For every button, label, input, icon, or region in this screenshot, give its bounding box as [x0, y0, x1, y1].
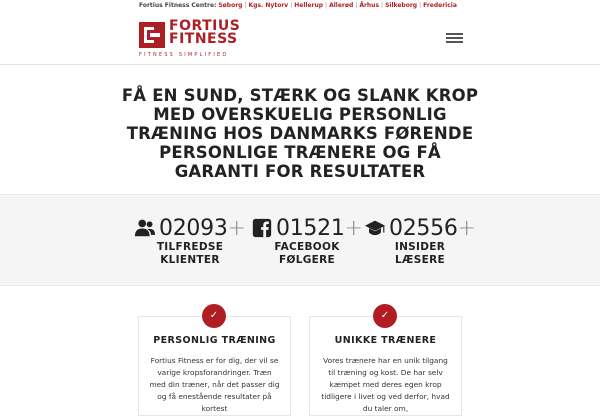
hero-headline: FÅ EN SUND, STÆRK OG SLANK KROP MED OVERSKUELIG PERSONLIG TRÆNING HOS DANMARKS FØRENDE PERSONLIGE TRÆNERE OG FÅ GARANTI FOR RESULTATER [121, 86, 479, 181]
check-badge-icon: ✓ [373, 304, 397, 328]
facebook-icon [251, 217, 273, 239]
check-badge-icon: ✓ [202, 304, 226, 328]
stat-facebook-label: FACEBOOK FØLGERE [274, 241, 340, 266]
location-link-soborg[interactable]: Søborg [218, 2, 243, 9]
stat-facebook [247, 215, 367, 266]
location-link-fredericia[interactable]: Fredericia [423, 2, 457, 9]
stat-clients-label: TILFREDSE KLIENTER [156, 241, 224, 266]
fortius-logo[interactable] [139, 18, 269, 66]
feature-card-personal-training [138, 310, 291, 416]
stat-clients-value: 02093 [159, 215, 228, 241]
stat-clients-suffix: + [227, 215, 246, 241]
location-link-allerod[interactable]: Allerød [329, 2, 354, 9]
logo-tagline: FITNESS SIMPLIFIED [139, 52, 229, 58]
logo-mark-icon [139, 22, 165, 48]
users-icon [134, 217, 156, 239]
location-bar: Fortius Fitness Centre: Søborg | Kgs. Nytorv | Hellerup | Allerød | Århus | Silkeborg | Fredericia [139, 2, 457, 9]
location-link-silkeborg[interactable]: Silkeborg [385, 2, 418, 9]
card-title: UNIKKE TRÆNERE [334, 335, 437, 346]
stat-insider [360, 215, 480, 266]
stat-insider-suffix: + [457, 215, 476, 241]
logo-line-1: FORTIUS [169, 18, 241, 34]
logo-line-2: FITNESS [169, 31, 238, 47]
location-link-hellerup[interactable]: Hellerup [294, 2, 324, 9]
logo-wordmark [169, 20, 240, 46]
location-bar-label: Fortius Fitness Centre: [139, 2, 217, 9]
feature-card-unique-trainers [309, 310, 462, 416]
hamburger-menu-icon[interactable] [446, 31, 463, 45]
card-text: Fortius Fitness er for dig, der vil se varige kropsforandringer. Træn med din træner, når det passer dig og få enestående resultater på kortest [149, 356, 280, 413]
stat-insider-value: 02556 [389, 215, 458, 241]
location-link-kgs-nytorv[interactable]: Kgs. Nytorv [248, 2, 289, 9]
stat-clients [130, 215, 250, 266]
location-link-arhus[interactable]: Århus [359, 2, 380, 9]
stat-facebook-value: 01521 [276, 215, 345, 241]
stat-insider-label: INSIDER LÆSERE [394, 241, 446, 266]
stats-band [0, 194, 600, 286]
card-text: Vores trænere har en unik tilgang til træning og kost. De har selv kæmpet med deres egen krop tidligere i livet og ved derfor, hvad du taler om, [321, 356, 450, 413]
site-header [0, 12, 600, 65]
stat-facebook-suffix: + [344, 215, 363, 241]
card-title: PERSONLIG TRÆNING [153, 335, 276, 346]
graduation-cap-icon [364, 217, 386, 239]
